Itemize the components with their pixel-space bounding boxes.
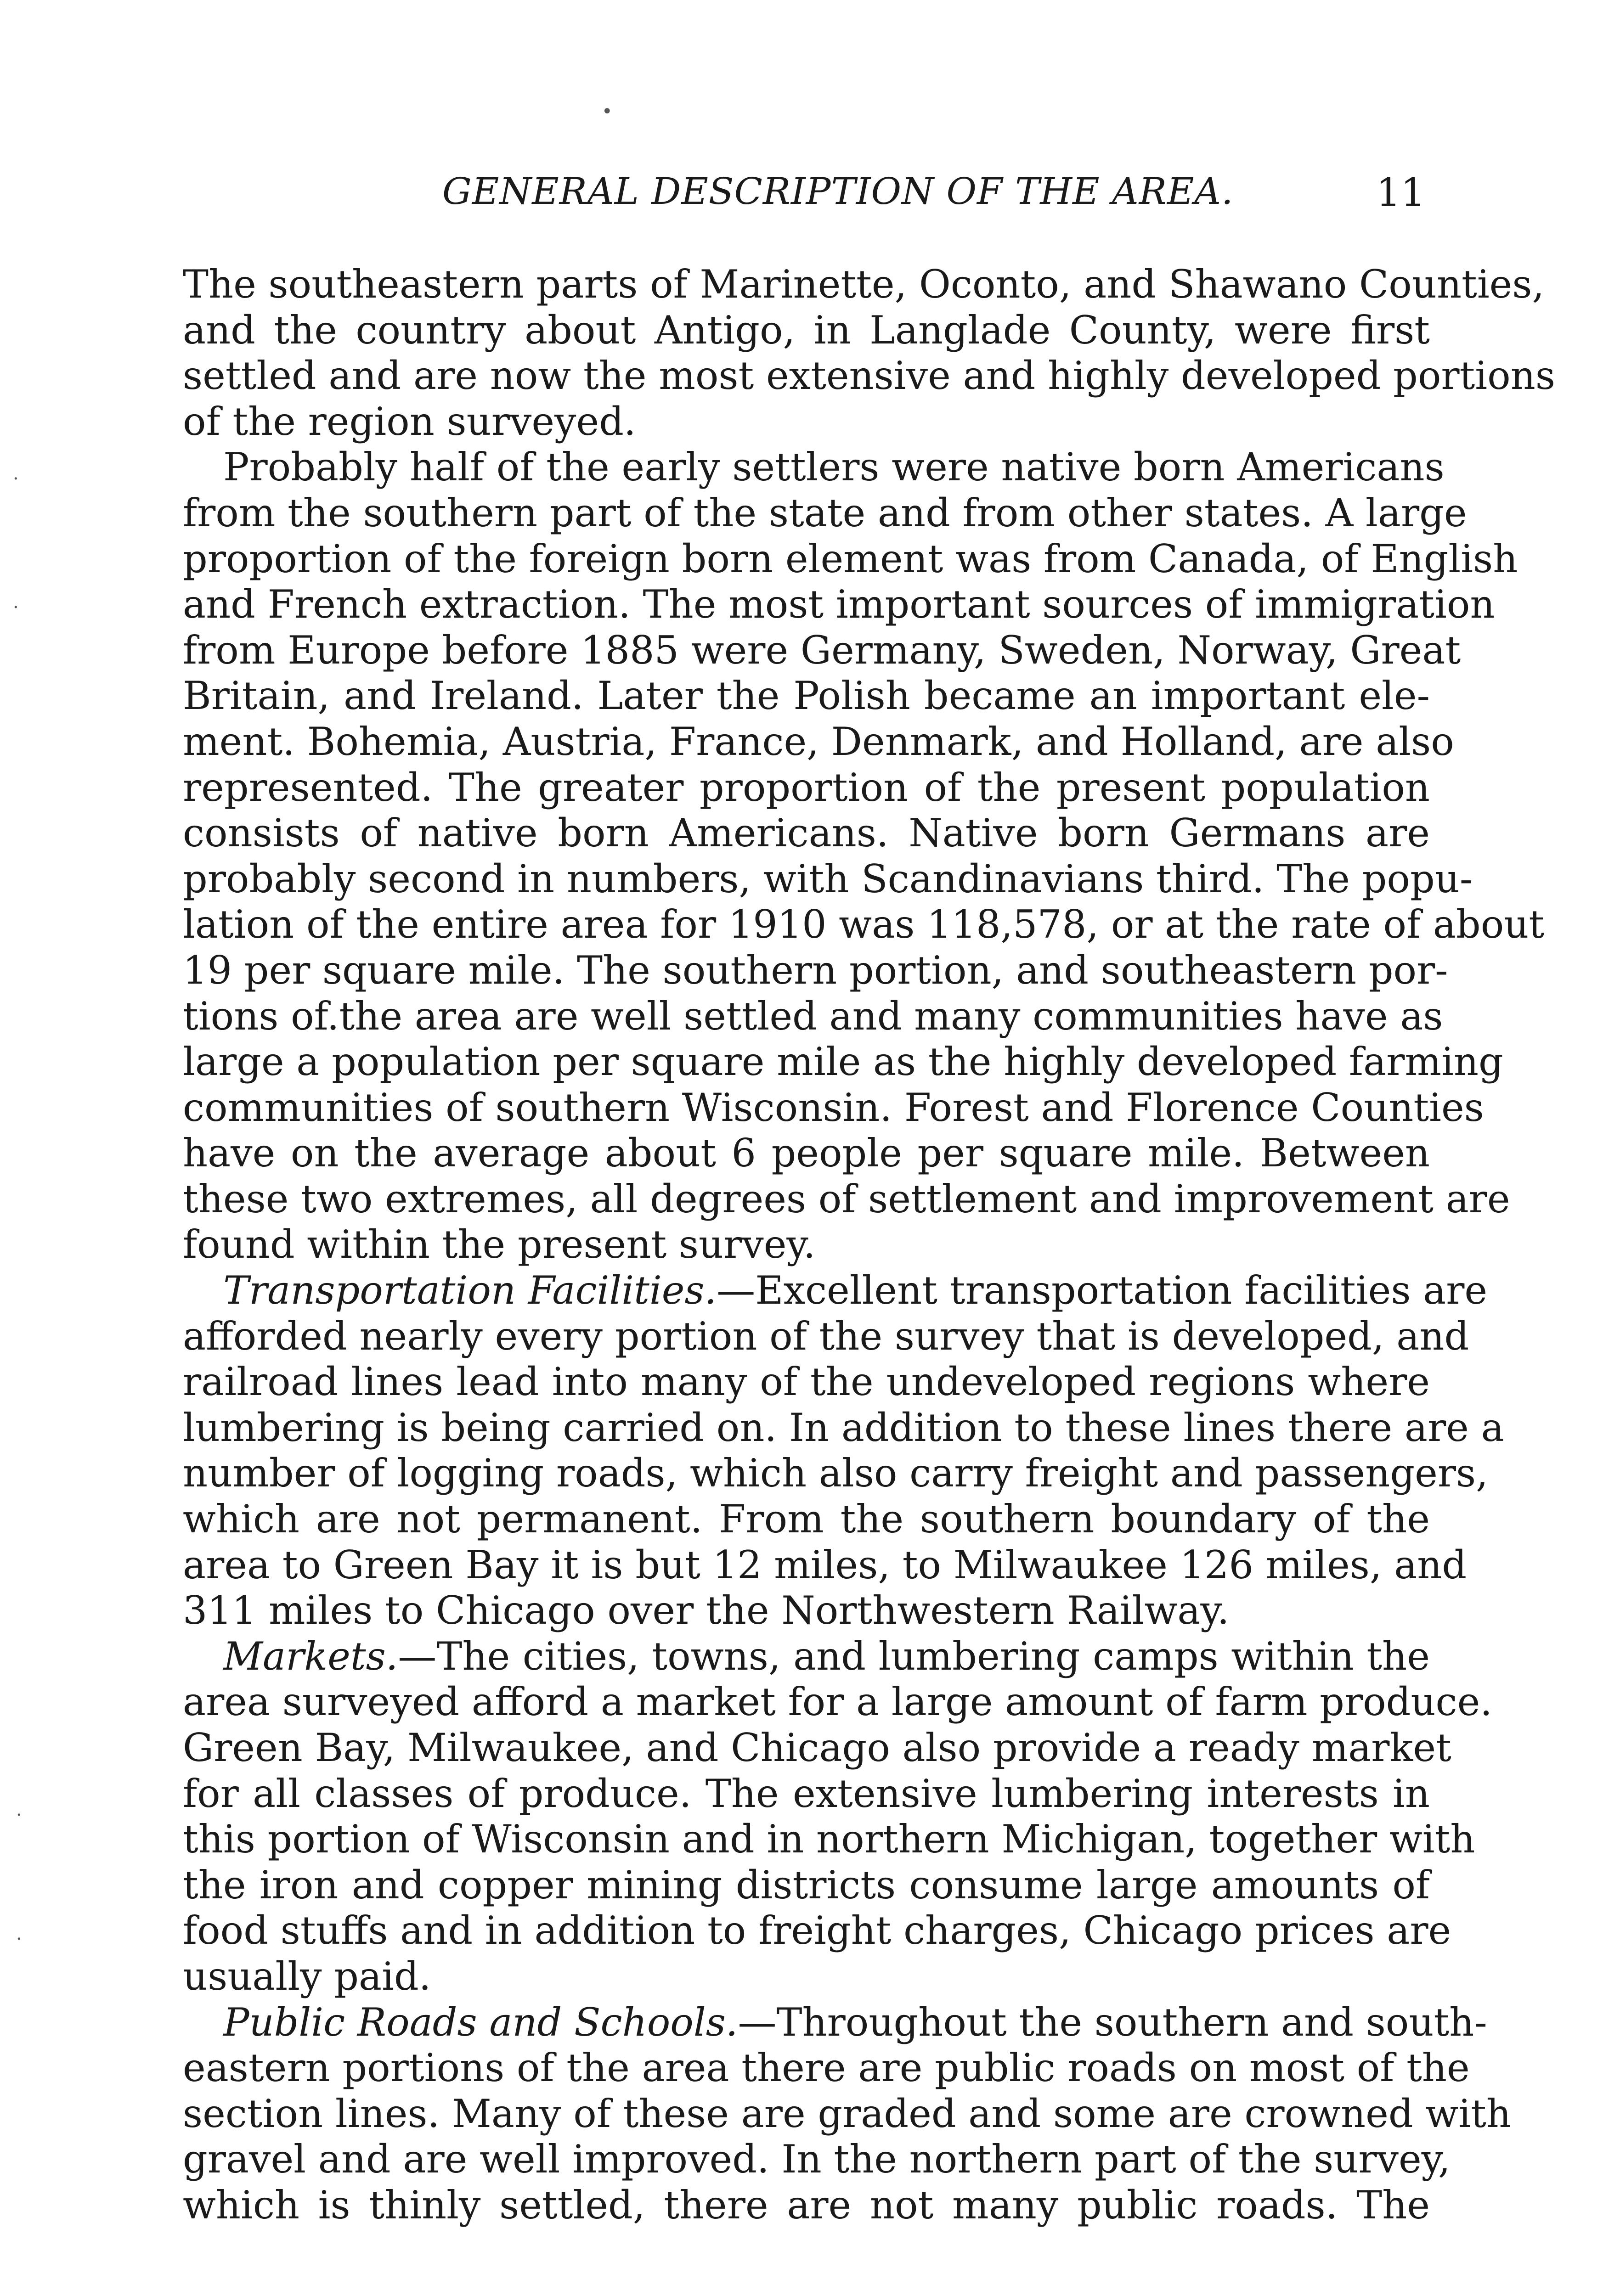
- text-line: of the region surveyed.: [183, 399, 636, 444]
- text-fragment: —Throughout the southern and south-: [738, 1999, 1487, 2045]
- text-line: Probably half of the early settlers were native born Americans: [223, 445, 1445, 490]
- running-head: GENERAL DESCRIPTION OF THE AREA.: [442, 170, 1234, 213]
- text-line: and the country about Antigo, in Langlade County, were first: [183, 307, 1430, 353]
- paragraph: [183, 1999, 1511, 2228]
- text-line: ment. Bohemia, Austria, France, Denmark, and Holland, are also: [183, 719, 1454, 764]
- text-line: afforded nearly every portion of the survey that is developed, and: [183, 1313, 1469, 1359]
- text-line: from the southern part of the state and from other states. A large: [183, 490, 1467, 535]
- text-line: Green Bay, Milwaukee, and Chicago also provide a ready market: [183, 1725, 1451, 1770]
- text-line: section lines. Many of these are graded and some are crowned with: [183, 2091, 1511, 2136]
- section-heading: Public Roads and Schools.: [223, 1999, 738, 2045]
- scan-speck: ·: [13, 597, 19, 618]
- text-line: [183, 1268, 1488, 1314]
- text-line: found within the present survey.: [183, 1222, 816, 1267]
- text-fragment: —The cities, towns, and lumbering camps within the: [398, 1633, 1430, 1679]
- scan-speck: ·: [16, 1929, 22, 1950]
- text-line: which is thinly settled, there are not many public roads. The: [183, 2182, 1430, 2228]
- text-line: [183, 1634, 1430, 1680]
- text-fragment: —Excellent transportation facilities are: [717, 1268, 1488, 1313]
- section-heading: Markets.: [223, 1633, 398, 1679]
- text-line: settled and are now the most extensive and highly developed portions: [183, 353, 1555, 399]
- text-line: proportion of the foreign born element was from Canada, of English: [183, 536, 1518, 581]
- text-line: from Europe before 1885 were Germany, Sweden, Norway, Great: [183, 627, 1461, 673]
- text-line: tions of.the area are well settled and many communities have as: [183, 993, 1443, 1039]
- text-line: railroad lines lead into many of the undeveloped regions where: [183, 1359, 1430, 1405]
- text-line: probably second in numbers, with Scandinavians third. The popu-: [183, 856, 1473, 901]
- page-header: [185, 170, 1425, 220]
- scan-speck: •: [602, 101, 613, 122]
- text-line: large a population per square mile as the highly developed farming: [183, 1039, 1503, 1085]
- paragraph: [183, 262, 1555, 445]
- text-line: 19 per square mile. The southern portion, and southeastern por-: [183, 947, 1448, 993]
- paragraph: [183, 1268, 1504, 1634]
- text-line: this portion of Wisconsin and in northern Michigan, together with: [183, 1817, 1475, 1862]
- paragraph: [183, 445, 1545, 1268]
- text-line: Britain, and Ireland. Later the Polish became an important ele-: [183, 673, 1430, 719]
- text-line: represented. The greater proportion of the present population: [183, 765, 1430, 810]
- page-number: 11: [1376, 170, 1425, 215]
- text-line: 311 miles to Chicago over the Northwestern Railway.: [183, 1588, 1230, 1633]
- body-text: [183, 262, 1555, 2228]
- text-line: have on the average about 6 people per square mile. Between: [183, 1131, 1430, 1176]
- text-line: number of logging roads, which also carry freight and passengers,: [183, 1451, 1488, 1496]
- text-line: consists of native born Americans. Native born Germans are: [183, 810, 1430, 856]
- text-line: usually paid.: [183, 1953, 431, 1999]
- text-line: area to Green Bay it is but 12 miles, to Milwaukee 126 miles, and: [183, 1542, 1467, 1587]
- section-heading: Transportation Facilities.: [223, 1268, 717, 1313]
- scan-speck: ·: [16, 1805, 22, 1826]
- text-line: [183, 1999, 1487, 2046]
- text-line: for all classes of produce. The extensive lumbering interests in: [183, 1771, 1430, 1816]
- text-line: eastern portions of the area there are public roads on most of the: [183, 2045, 1470, 2091]
- text-line: food stuffs and in addition to freight charges, Chicago prices are: [183, 1908, 1451, 1953]
- text-line: gravel and are well improved. In the northern part of the survey,: [183, 2137, 1451, 2182]
- text-line: area surveyed afford a market for a large amount of farm produce.: [183, 1679, 1492, 1725]
- text-line: lumbering is being carried on. In addition to these lines there are a: [183, 1405, 1504, 1450]
- text-line: and French extraction. The most important sources of immigration: [183, 582, 1495, 627]
- text-line: the iron and copper mining districts consume large amounts of: [183, 1862, 1430, 1908]
- text-line: these two extremes, all degrees of settlement and improvement are: [183, 1176, 1510, 1221]
- scan-speck: ·: [13, 468, 19, 490]
- text-line: lation of the entire area for 1910 was 118,578, or at the rate of about: [183, 902, 1545, 947]
- text-line: which are not permanent. From the southern boundary of the: [183, 1497, 1430, 1542]
- text-line: The southeastern parts of Marinette, Oconto, and Shawano Counties,: [183, 262, 1545, 307]
- paragraph: [183, 1633, 1492, 2000]
- text-line: communities of southern Wisconsin. Forest and Florence Counties: [183, 1085, 1484, 1130]
